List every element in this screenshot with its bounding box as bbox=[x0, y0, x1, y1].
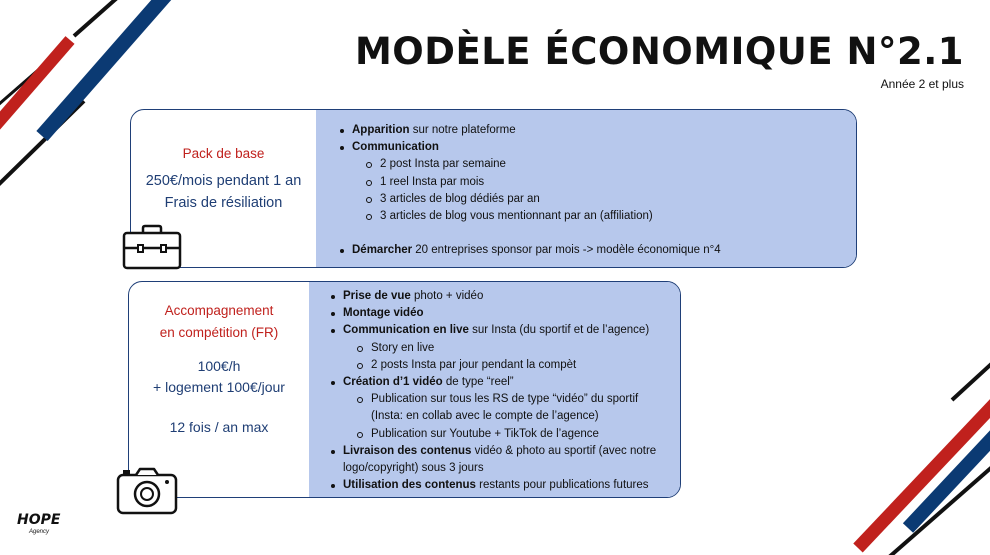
page-title: MODÈLE ÉCONOMIQUE N°2.1 bbox=[354, 30, 964, 73]
accompagnement-price bbox=[129, 356, 309, 398]
list-item: Démarcher 20 entreprises sponsor par mois -> modèle économique n°4 bbox=[338, 242, 856, 259]
list-item: Prise de vue photo + vidéo bbox=[329, 288, 680, 305]
list-subitem-line: (Insta: en collab avec le compte de l’agence) bbox=[371, 410, 599, 423]
list-subitem bbox=[329, 391, 680, 425]
list-item-line: logo/copyright) sous 3 jours bbox=[343, 462, 484, 475]
accompagnement-name-line: en compétition (FR) bbox=[159, 325, 279, 340]
list-item: Création d’1 vidéo de type “reel” bbox=[329, 374, 680, 391]
list-subitem: 3 articles de blog dédiés par an bbox=[338, 191, 856, 208]
pack-base-fee-line: Frais de résiliation bbox=[164, 195, 283, 211]
list-subitem: 2 post Insta par semaine bbox=[338, 156, 856, 173]
list-item: Montage vidéo bbox=[329, 305, 680, 322]
accompagnement-name bbox=[129, 300, 309, 344]
list-item: Livraison des contenus vidéo & photo au sportif (avec notre logo/copyright) sous 3 jours bbox=[329, 443, 680, 477]
pack-base-price bbox=[131, 170, 316, 214]
list-subitem: 2 posts Insta par jour pendant la compèt bbox=[329, 357, 680, 374]
accompagnement-name-line: Accompagnement bbox=[164, 303, 274, 318]
accompagnement-features bbox=[309, 282, 680, 497]
accompagnement-card bbox=[128, 281, 681, 498]
list-item: Communication bbox=[338, 139, 856, 156]
bottom-right-stripes bbox=[858, 356, 990, 555]
list-subitem-line: Publication sur tous les RS de type “vidéo” du sportif bbox=[371, 393, 639, 406]
pack-base-name: Pack de base bbox=[182, 146, 265, 161]
pack-base-price-line: 250€/mois pendant 1 an bbox=[145, 173, 302, 189]
camera-icon bbox=[116, 466, 178, 516]
accompagnement-limit: 12 fois / an max bbox=[169, 419, 269, 435]
hope-logo: HOPE bbox=[17, 512, 61, 528]
list-item: Apparition sur notre plateforme bbox=[338, 122, 856, 139]
list-item: Communication en live sur Insta (du sportif et de l’agence) bbox=[329, 322, 680, 339]
list-subitem: Publication sur Youtube + TikTok de l’agence bbox=[329, 426, 680, 443]
hope-logo-tagline: Agency bbox=[29, 529, 50, 535]
accompagnement-price-line: 100€/h bbox=[197, 358, 241, 374]
pack-base-feature-list bbox=[338, 122, 856, 259]
list-subitem: Story en live bbox=[329, 340, 680, 357]
list-subitem: 3 articles de blog vous mentionnant par an (affiliation) bbox=[338, 208, 856, 225]
pack-base-card bbox=[130, 109, 857, 268]
accompagnement-lodging-line: + logement 100€/jour bbox=[153, 379, 285, 395]
page-subtitle: Année 2 et plus bbox=[880, 77, 964, 91]
pack-base-features bbox=[316, 110, 856, 267]
accompagnement-summary bbox=[129, 282, 309, 497]
accompagnement-feature-list bbox=[329, 288, 680, 494]
briefcase-icon bbox=[122, 224, 182, 270]
list-item: Utilisation des contenus restants pour publications futures bbox=[329, 477, 680, 494]
list-subitem: 1 reel Insta par mois bbox=[338, 174, 856, 191]
